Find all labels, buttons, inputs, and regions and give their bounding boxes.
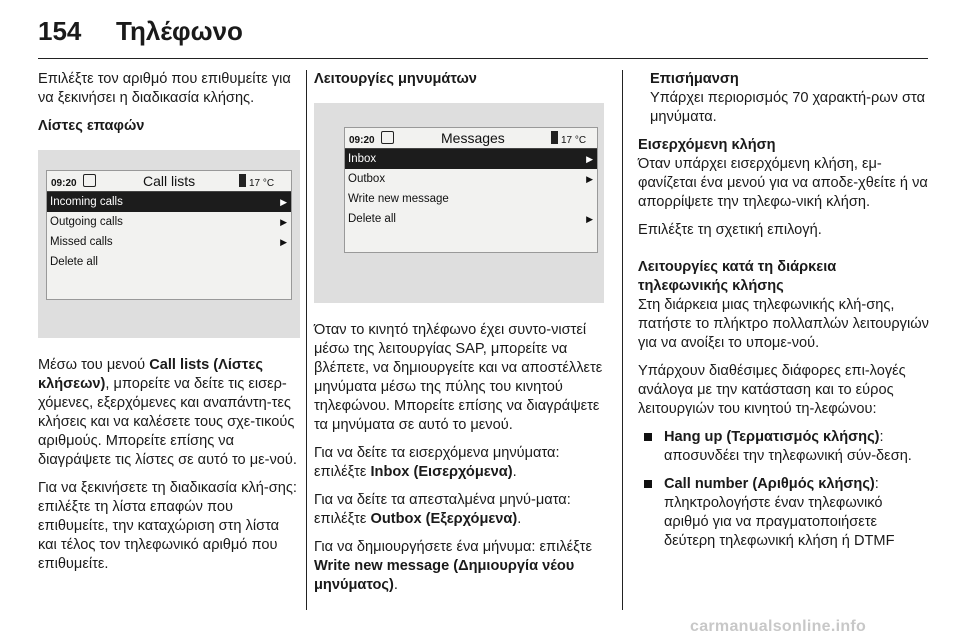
screen-title: Messages [441, 130, 505, 146]
menu-item-outgoing-calls[interactable]: Outgoing calls ▶ [47, 212, 291, 232]
phone-icon [239, 174, 246, 187]
phone-status-icon [381, 131, 394, 144]
section-heading-during-call: Λειτουργίες κατά τη διάρκεια τηλεφωνικής κλήσης [638, 259, 837, 294]
watermark: carmanualsonline.info [690, 618, 867, 635]
call-lists-screenshot [38, 150, 300, 338]
messages-screenshot [314, 103, 604, 303]
menu-item-inbox[interactable]: Inbox ▶ [345, 149, 597, 169]
note-text: Υπάρχει περιορισμός 70 χαρακτή-ρων στα μηνύματα. [650, 90, 926, 125]
list-item-hang-up: Hang up (Τερματισμός κλήσης): αποσυνδέει την τηλεφωνική σύν-δεση. [638, 428, 930, 466]
menu-item-write-new-message[interactable]: Write new message [348, 193, 449, 205]
screen-temperature: 17 °C [561, 135, 587, 146]
page-header [38, 14, 928, 54]
screen-status-bar [345, 128, 597, 149]
chevron-right-icon: ▶ [280, 217, 287, 227]
page-number: 154 [38, 16, 82, 46]
section-heading-contact-lists: Λίστες επαφών [38, 118, 145, 134]
bullet-square-icon [644, 480, 652, 488]
bullet-square-icon [644, 433, 652, 441]
page-title: Τηλέφωνο [116, 16, 243, 46]
screen-time: 09:20 [349, 135, 375, 146]
intro-paragraph: Επιλέξτε τον αριθμό που επιθυμείτε για να ξεκινήσει η διαδικασία κλήσης. [38, 71, 291, 106]
start-call-paragraph: Για να ξεκινήσετε τη διαδικασία κλή-σης: επιλέξτε τη λίστα επαφών που επιθυμείτε, την καταχώριση στη λίστα και τέλος τον τηλεφωνικό αριθμό που επιθυμείτε. [38, 480, 297, 572]
options-paragraph: Υπάρχουν διαθέσιμες διάφορες επι-λογές ανάλογα με την κατάσταση και το εύρος λειτουργιών του κινητού τη-λεφώνου: [638, 363, 906, 417]
note-title: Επισήμανση [650, 71, 739, 87]
column-3 [638, 70, 930, 560]
during-call-paragraph: Στη διάρκεια μιας τηλεφωνικής κλή-σης, πατήστε το πλήκτρο πολλαπλών λειτουργιών για να ανοίξει το υπομε-νού. [638, 297, 929, 351]
column-divider-2 [622, 70, 623, 610]
inbox-paragraph: Για να δείτε τα εισερχόμενα μηνύματα: επιλέξτε Inbox (Εισερχόμενα). [314, 445, 560, 480]
chevron-right-icon: ▶ [586, 214, 593, 224]
menu-item-delete-all[interactable]: Delete all [50, 256, 98, 268]
messages-screen [344, 127, 598, 253]
menu-item-missed-calls[interactable]: Missed calls ▶ [47, 232, 291, 252]
column-1 [38, 70, 300, 583]
sap-paragraph: Όταν το κινητό τηλέφωνο έχει συντο-νιστεί μέσω της λειτουργίας SAP, μπορείτε να βλέπετε, να δημιουργείτε και να αποστέλλετε μηνύματα μέσω της πύλης του κινητού τηλεφώνου. Μπορείτε επίσης να διαγράψετε τα μηνύματα σε αυτό το μενού. [314, 322, 603, 433]
outbox-paragraph: Για να δείτε τα απεσταλμένα μηνύ-ματα: επιλέξτε Outbox (Εξερχόμενα). [314, 492, 571, 527]
screen-title: Call lists [143, 173, 196, 189]
column-2 [314, 70, 604, 604]
menu-item-outbox[interactable]: Outbox ▶ [345, 169, 597, 189]
chevron-right-icon: ▶ [280, 197, 287, 207]
note-box [638, 70, 930, 127]
incoming-call-paragraph: Όταν υπάρχει εισερχόμενη κλήση, εμ-φανίζεται ένα μενού για να αποδε-χθείτε ή να απορρίψετε την τηλεφω-νική κλήση. [638, 156, 928, 210]
menu-item-incoming-calls[interactable]: Incoming calls ▶ [47, 192, 291, 212]
select-option-paragraph: Επιλέξτε τη σχετική επιλογή. [638, 222, 822, 238]
list-item-call-number: Call number (Αριθμός κλήσης): πληκτρολογήστε έναν τηλεφωνικό αριθμό για να πραγματοποιήσετε δεύτερη τηλεφωνική κλήση ή DTMF [638, 475, 930, 551]
call-lists-paragraph: Μέσω του μενού Call lists (Λίστες κλήσεων), μπορείτε να δείτε τις εισερ-χόμενες, εξερχόμενες και αναπάντη-τες κλήσεις και να καλέσετε τους σχε-τικούς αριθμούς. Μπορείτε επίσης να διαγράψετε τις λίστες σε αυτό το με-νού. [38, 357, 297, 468]
chevron-right-icon: ▶ [280, 237, 287, 247]
screen-time: 09:20 [51, 178, 77, 189]
screen-status-bar [47, 171, 291, 192]
menu-item-delete-all[interactable]: Delete all ▶ [345, 209, 597, 229]
screen-temperature: 17 °C [249, 178, 275, 189]
chevron-right-icon: ▶ [586, 154, 593, 164]
phone-icon [551, 131, 558, 144]
header-divider [38, 58, 928, 59]
chevron-right-icon: ▶ [586, 174, 593, 184]
write-message-paragraph: Για να δημιουργήσετε ένα μήνυμα: επιλέξτε Write new message (Δημιουργία νέου μηνύματος). [314, 539, 592, 593]
phone-status-icon [83, 174, 96, 187]
column-divider-1 [306, 70, 307, 610]
section-heading-incoming-call: Εισερχόμενη κλήση [638, 137, 776, 153]
section-heading-messages: Λειτουργίες μηνυμάτων [314, 71, 477, 87]
call-lists-screen [46, 170, 292, 300]
